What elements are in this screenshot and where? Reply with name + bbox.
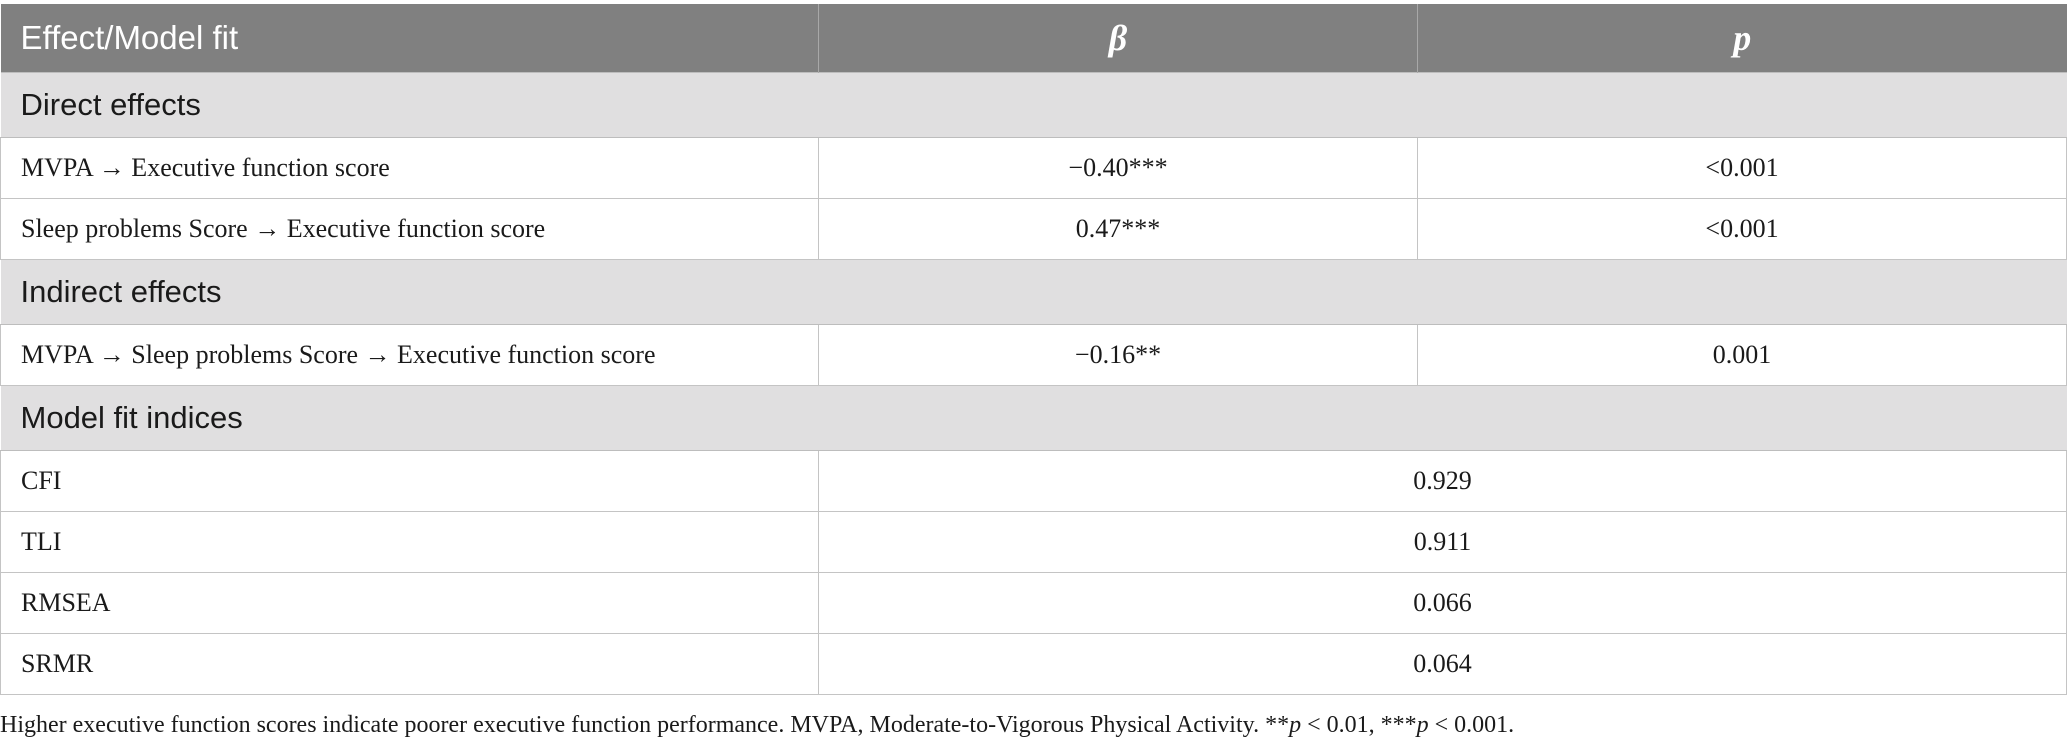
section-model-fit: [1, 386, 2067, 451]
table-row: [1, 199, 2067, 260]
p-cell: 0.001: [1418, 325, 2067, 386]
results-table: [0, 4, 2067, 695]
index-cell: CFI: [1, 451, 819, 512]
value-cell: 0.064: [819, 634, 2067, 695]
value-cell: 0.911: [819, 512, 2067, 573]
value-cell: 0.066: [819, 573, 2067, 634]
table-row: [1, 325, 2067, 386]
value-cell: 0.929: [819, 451, 2067, 512]
table-row: [1, 138, 2067, 199]
table-row: [1, 634, 2067, 695]
footnote-sig1-rest: < 0.01,: [1301, 712, 1381, 738]
section-indirect-effects: [1, 260, 2067, 325]
header-beta: [819, 4, 1418, 73]
beta-cell: −0.16**: [819, 325, 1418, 386]
header-beta-label: β: [1108, 18, 1128, 58]
footnote-sig2-rest: < 0.001.: [1428, 712, 1515, 738]
index-cell: TLI: [1, 512, 819, 573]
p-cell: <0.001: [1418, 138, 2067, 199]
section-label: Direct effects: [1, 73, 2067, 138]
p-cell: <0.001: [1418, 199, 2067, 260]
beta-cell: 0.47***: [819, 199, 1418, 260]
footnote-sig1-stars: **: [1265, 712, 1290, 738]
table-footnote: [0, 712, 1514, 739]
index-cell: RMSEA: [1, 573, 819, 634]
header-p: [1418, 4, 2067, 73]
beta-cell: −0.40***: [819, 138, 1418, 199]
header-p-label: p: [1733, 18, 1752, 58]
section-label: Model fit indices: [1, 386, 2067, 451]
footnote-sig2-p: p: [1416, 712, 1429, 738]
footnote-sig1-p: p: [1289, 712, 1302, 738]
effect-cell: Sleep problems Score → Executive function score: [1, 199, 819, 260]
table-row: [1, 451, 2067, 512]
header-row: [1, 4, 2067, 73]
table-row: [1, 512, 2067, 573]
table-row: [1, 573, 2067, 634]
section-label: Indirect effects: [1, 260, 2067, 325]
effect-cell: MVPA → Sleep problems Score → Executive function score: [1, 325, 819, 386]
header-effect: Effect/Model fit: [1, 4, 819, 73]
footnote-text: Higher executive function scores indicate poorer executive function performance. MVPA, Moderate-to-Vigorous Physical Activity.: [0, 712, 1266, 738]
effect-cell: MVPA → Executive function score: [1, 138, 819, 199]
section-direct-effects: [1, 73, 2067, 138]
footnote-sig2-stars: ***: [1380, 712, 1417, 738]
index-cell: SRMR: [1, 634, 819, 695]
